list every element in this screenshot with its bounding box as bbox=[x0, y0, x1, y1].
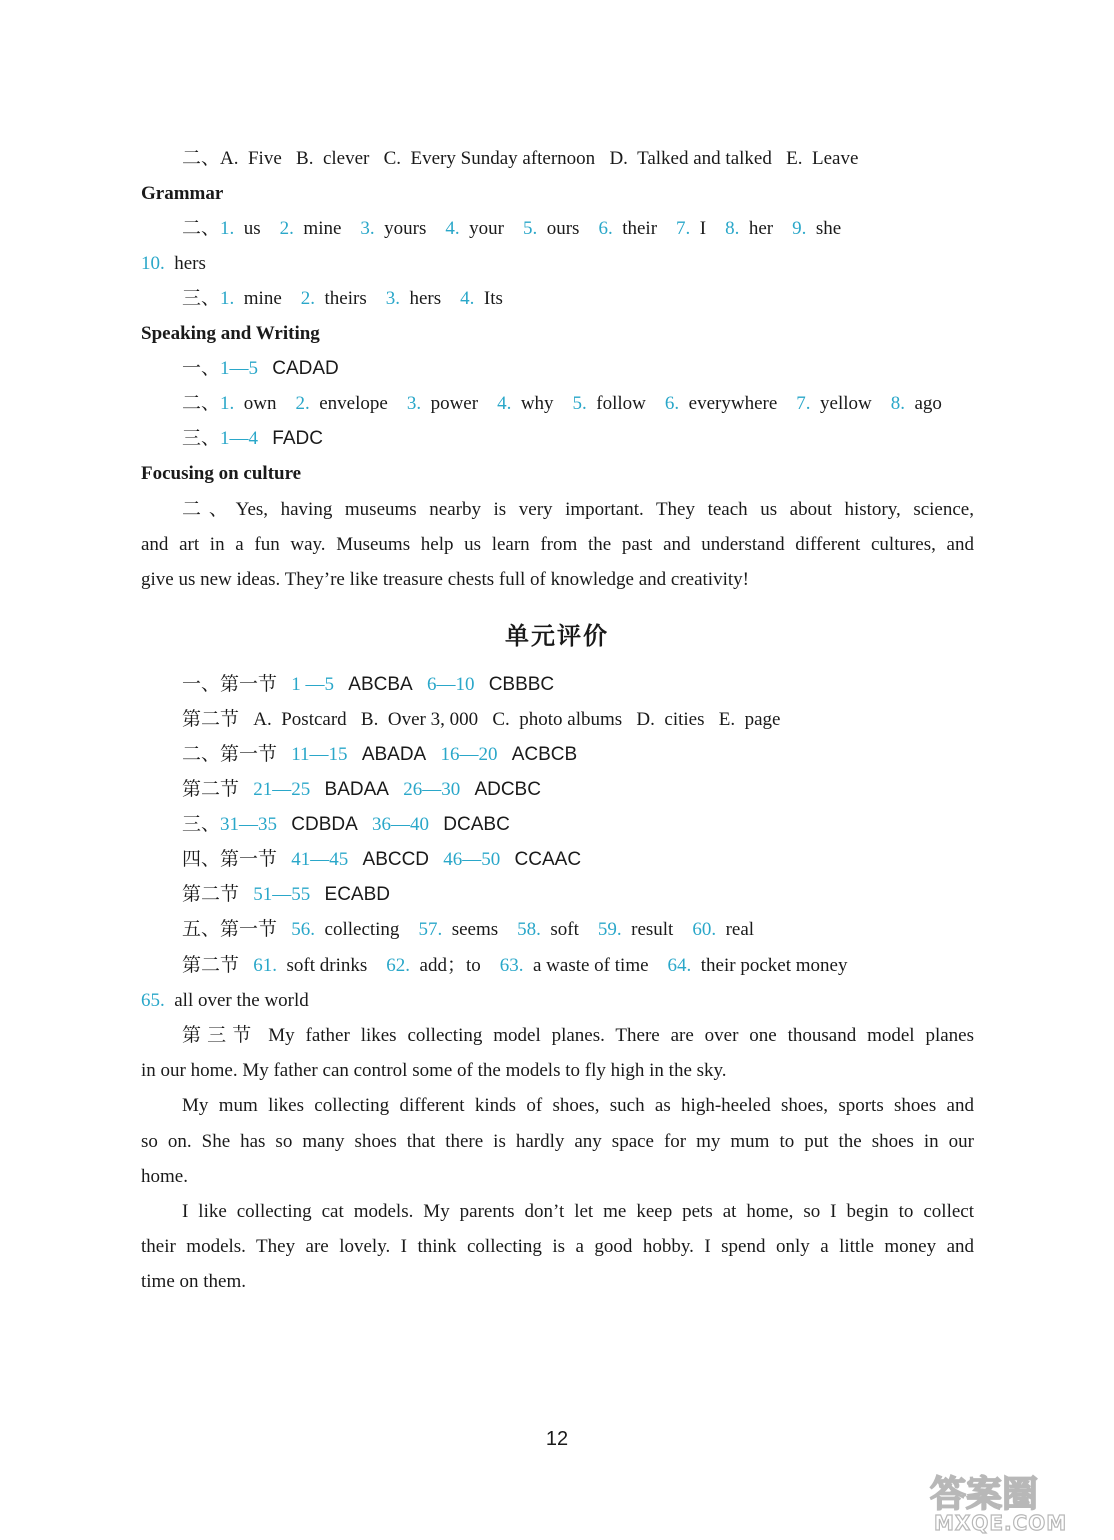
unit-s2b-line: 第二节 21—25 BADAA 26—30 ADCBC bbox=[182, 779, 541, 800]
unit-s5c-p1-line2: in our home. My father can control some of the models to fly high in the sky. bbox=[141, 1060, 727, 1081]
culture-line1: 二、Yes, having museums nearby is very important. They teach us about history, science, bbox=[182, 499, 974, 520]
unit-s3-line: 三、31—35 CDBDA 36—40 DCABC bbox=[182, 814, 510, 835]
unit-s4b-line: 第二节 51—55 ECABD bbox=[182, 884, 390, 905]
unit-s5c-p3-line1: I like collecting cat models. My parents don’t let me keep pets at home, so I begin to collect bbox=[182, 1201, 974, 1222]
page-number: 12 bbox=[545, 1428, 569, 1450]
unit-s5c-p3-line2: their models. They are lovely. I think collecting is a good hobby. I spend only a little money and bbox=[141, 1236, 974, 1257]
watermark-bottom-text: MXQE.COM bbox=[934, 1511, 1068, 1534]
unit-s5c-p2-line2: so on. She has so many shoes that there is hardly any space for my mum to put the shoes in our bbox=[141, 1131, 974, 1152]
grammar-part2-line1: 二、1. us 2. mine 3. yours 4. your 5. ours 6. their 7. I 8. her 9. she bbox=[182, 218, 842, 239]
unit-s5-line: 五、第一节 56. collecting 57. seems 58. soft 59. result 60. real bbox=[182, 919, 755, 940]
grammar-part2-line2: 10. hers bbox=[141, 253, 206, 274]
unit-s5c-p3-line3: time on them. bbox=[141, 1271, 247, 1292]
watermark-top-text: 答案圈 bbox=[930, 1474, 1039, 1515]
grammar-part3-line: 三、1. mine 2. theirs 3. hers 4. Its bbox=[182, 288, 503, 309]
unit-s5b-line2: 65. all over the world bbox=[141, 990, 309, 1011]
unit-s5c-p2-line3: home. bbox=[141, 1166, 188, 1187]
culture-line3: give us new ideas. They’re like treasure chests full of knowledge and creativity! bbox=[141, 569, 749, 590]
unit-s1b-line: 第二节 A. Postcard B. Over 3, 000 C. photo albums D. cities E. page bbox=[182, 709, 781, 730]
unit-s5c-p1-line1: 第三节 My father likes collecting model planes. There are over one thousand model planes bbox=[182, 1025, 974, 1046]
speaking-part1-line: 一、1—5 CADAD bbox=[182, 358, 339, 379]
unit-s5b-line1: 第二节 61. soft drinks 62. add；to 63. a waste of time 64. their pocket money bbox=[182, 955, 848, 976]
prev-answer-line: 二、A. Five B. clever C. Every Sunday afternoon D. Talked and talked E. Leave bbox=[182, 148, 859, 169]
watermark-logo bbox=[922, 1468, 1112, 1534]
unit-s5c-p2-line1: My mum likes collecting different kinds of shoes, such as high-heeled shoes, sports shoes and bbox=[182, 1095, 974, 1116]
grammar-heading: Grammar bbox=[141, 183, 224, 204]
unit-s4-line: 四、第一节 41—45 ABCCD 46—50 CCAAC bbox=[182, 849, 582, 870]
culture-heading: Focusing on culture bbox=[141, 463, 302, 484]
speaking-heading: Speaking and Writing bbox=[141, 323, 320, 344]
prev-marker: 二、 bbox=[182, 148, 221, 169]
unit-s2-line: 二、第一节 11—15 ABADA 16—20 ACBCB bbox=[182, 744, 578, 765]
unit-title: 单元评价 bbox=[505, 621, 609, 650]
culture-line2: and art in a fun way. Museums help us learn from the past and understand different cultures, and bbox=[141, 534, 974, 555]
unit-s1-line: 一、第一节 1 —5 ABCBA 6—10 CBBBC bbox=[182, 674, 555, 695]
speaking-part3-line: 三、1—4 FADC bbox=[182, 428, 323, 449]
speaking-part2-line: 二、1. own 2. envelope 3. power 4. why 5. follow 6. everywhere 7. yellow 8. ago bbox=[182, 393, 942, 414]
